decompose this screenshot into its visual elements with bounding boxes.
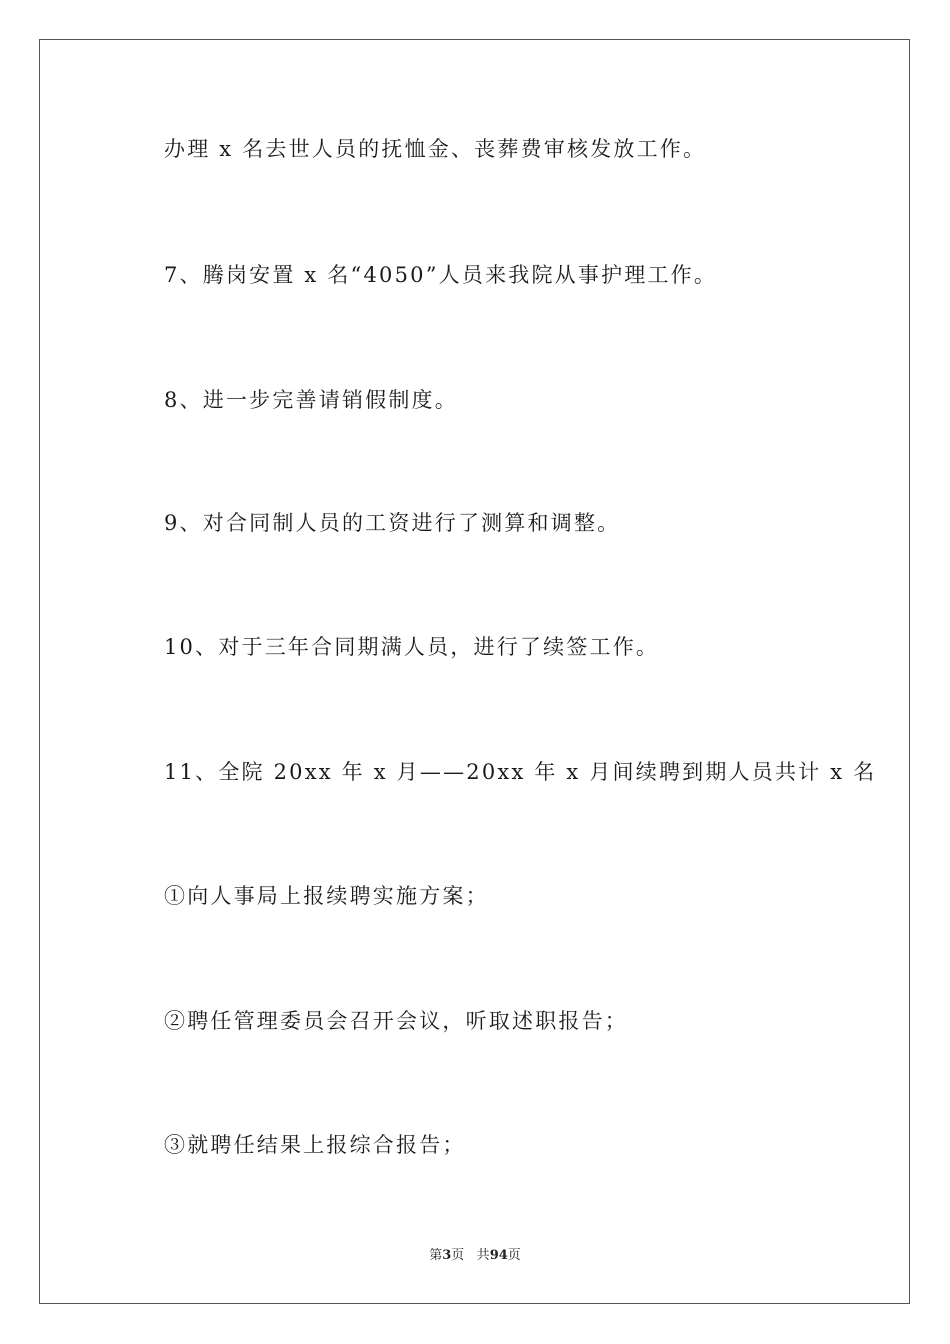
page-footer: [0, 1249, 950, 1262]
footer-prefix: 第: [429, 1248, 443, 1263]
total-pages-number: 94: [489, 1248, 508, 1263]
paragraph-9: ③就聘任结果上报综合报告；: [164, 1133, 466, 1157]
paragraph-2: 7、腾岗安置 x 名“4050”人员来我院从事护理工作。: [164, 263, 718, 287]
paragraph-5: 10、对于三年合同期满人员，进行了续签工作。: [164, 635, 660, 659]
footer-page-suffix: 页: [451, 1248, 465, 1263]
footer-total-suffix: 页: [507, 1248, 521, 1263]
footer-total-prefix: 共: [476, 1248, 490, 1263]
paragraph-1: 办理 x 名去世人员的抚恤金、丧葬费审核发放工作。: [164, 137, 707, 161]
current-page-number: 3: [442, 1248, 452, 1263]
page-border: [39, 39, 910, 1304]
paragraph-4: 9、对合同制人员的工资进行了测算和调整。: [164, 511, 621, 535]
paragraph-6: 11、全院 20xx 年 x 月——20xx 年 x 月间续聘到期人员共计 x 名: [164, 760, 877, 784]
paragraph-8: ②聘任管理委员会召开会议，听取述职报告；: [164, 1009, 628, 1033]
paragraph-3: 8、进一步完善请销假制度。: [164, 388, 458, 412]
paragraph-7: ①向人事局上报续聘实施方案；: [164, 884, 489, 908]
